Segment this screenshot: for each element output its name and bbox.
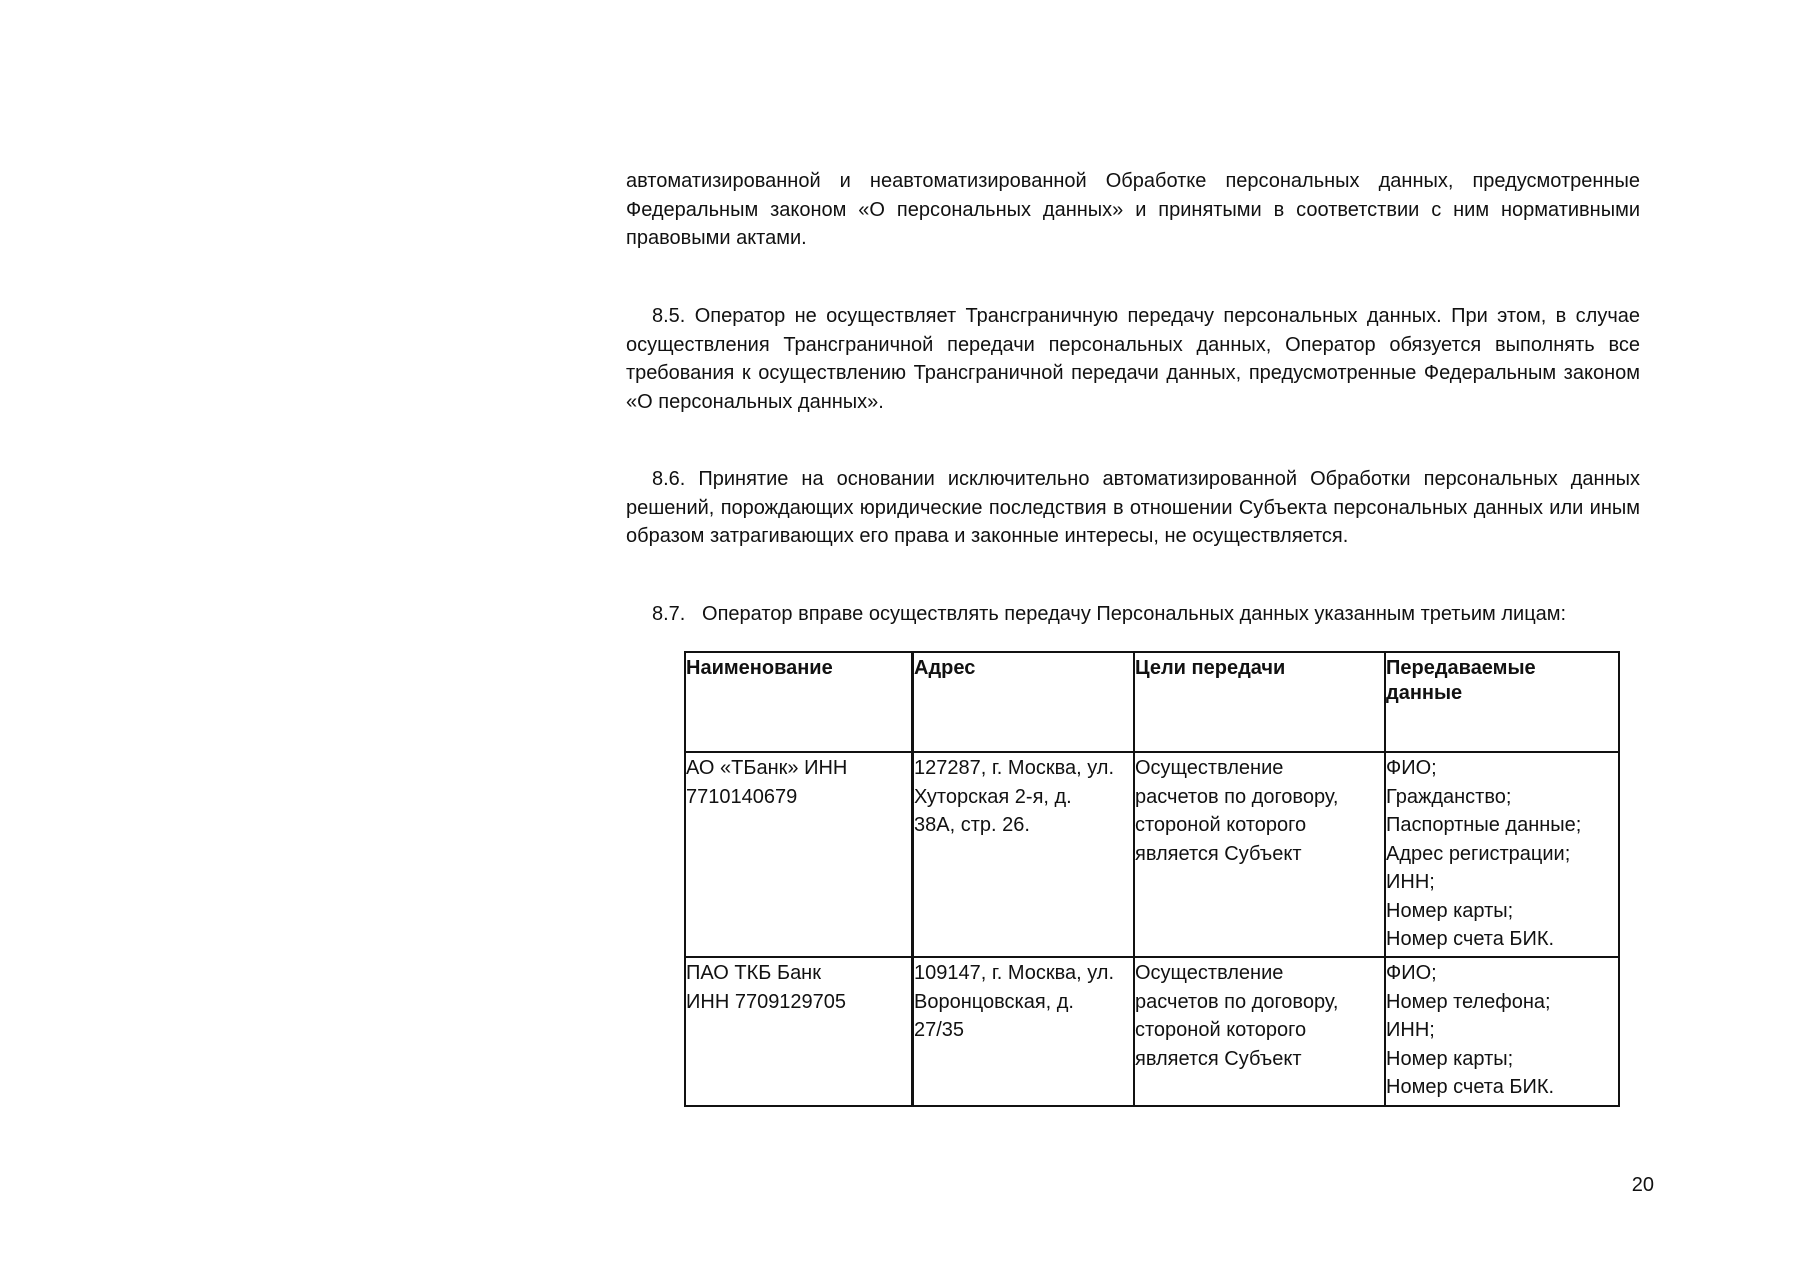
page-number: 20 xyxy=(1631,1174,1654,1196)
paragraph-text: автоматизированной и неавтоматизированной Обработке персональных данных, предусмотренные Федеральным законом «О персональных данных» и принятыми в соответствии с ним нормативными правовыми актами. xyxy=(626,170,1640,249)
cell-data: ФИО; Гражданство; Паспортные данные; Адрес регистрации; ИНН; Номер карты; Номер счета БИК. xyxy=(1385,752,1619,957)
cell-name: ПАО ТКБ Банк ИНН 7709129705 xyxy=(685,957,913,1106)
paragraph-8-7 xyxy=(626,600,1640,629)
cell-data: ФИО; Номер телефона; ИНН; Номер карты; Номер счета БИК. xyxy=(1385,957,1619,1106)
header-name: Наименование xyxy=(685,652,913,752)
paragraph-8-4-continuation xyxy=(626,167,1640,253)
cell-address: 109147, г. Москва, ул. Воронцовская, д. 27/35 xyxy=(913,957,1135,1106)
header-address: Адрес xyxy=(913,652,1135,752)
cell-purpose: Осуществление расчетов по договору, стороной которого является Субъект xyxy=(1134,957,1385,1106)
cell-name: АО «ТБанк» ИНН 7710140679 xyxy=(685,752,913,957)
table-header-row xyxy=(685,652,1619,752)
third-parties-table xyxy=(684,651,1620,1107)
header-purpose: Цели передачи xyxy=(1134,652,1385,752)
table-row xyxy=(685,752,1619,957)
paragraph-8-5 xyxy=(626,302,1640,416)
paragraph-8-6 xyxy=(626,465,1640,551)
paragraph-text: 8.6. Принятие на основании исключительно автоматизированной Обработки персональных данных решений, порождающих юридические последствия в отношении Субъекта персональных данных или иным образом затрагивающих его права и законные интересы, не осуществляется. xyxy=(626,468,1640,547)
paragraph-text: 8.7. Оператор вправе осуществлять передачу Персональных данных указанным третьим лицам: xyxy=(652,603,1567,625)
cell-address: 127287, г. Москва, ул. Хуторская 2-я, д. 38А, стр. 26. xyxy=(913,752,1135,957)
header-data: Передаваемые данные xyxy=(1385,652,1619,752)
paragraph-text: 8.5. Оператор не осуществляет Трансграничную передачу персональных данных. При этом, в случае осуществления Трансграничной передачи персональных данных, Оператор обязуется выполнять все требования к осуществлению Трансграничной передачи данных, предусмотренные Федеральным законом «О персональных данных». xyxy=(626,305,1640,413)
table-row xyxy=(685,957,1619,1106)
cell-purpose: Осуществление расчетов по договору, стороной которого является Субъект xyxy=(1134,752,1385,957)
